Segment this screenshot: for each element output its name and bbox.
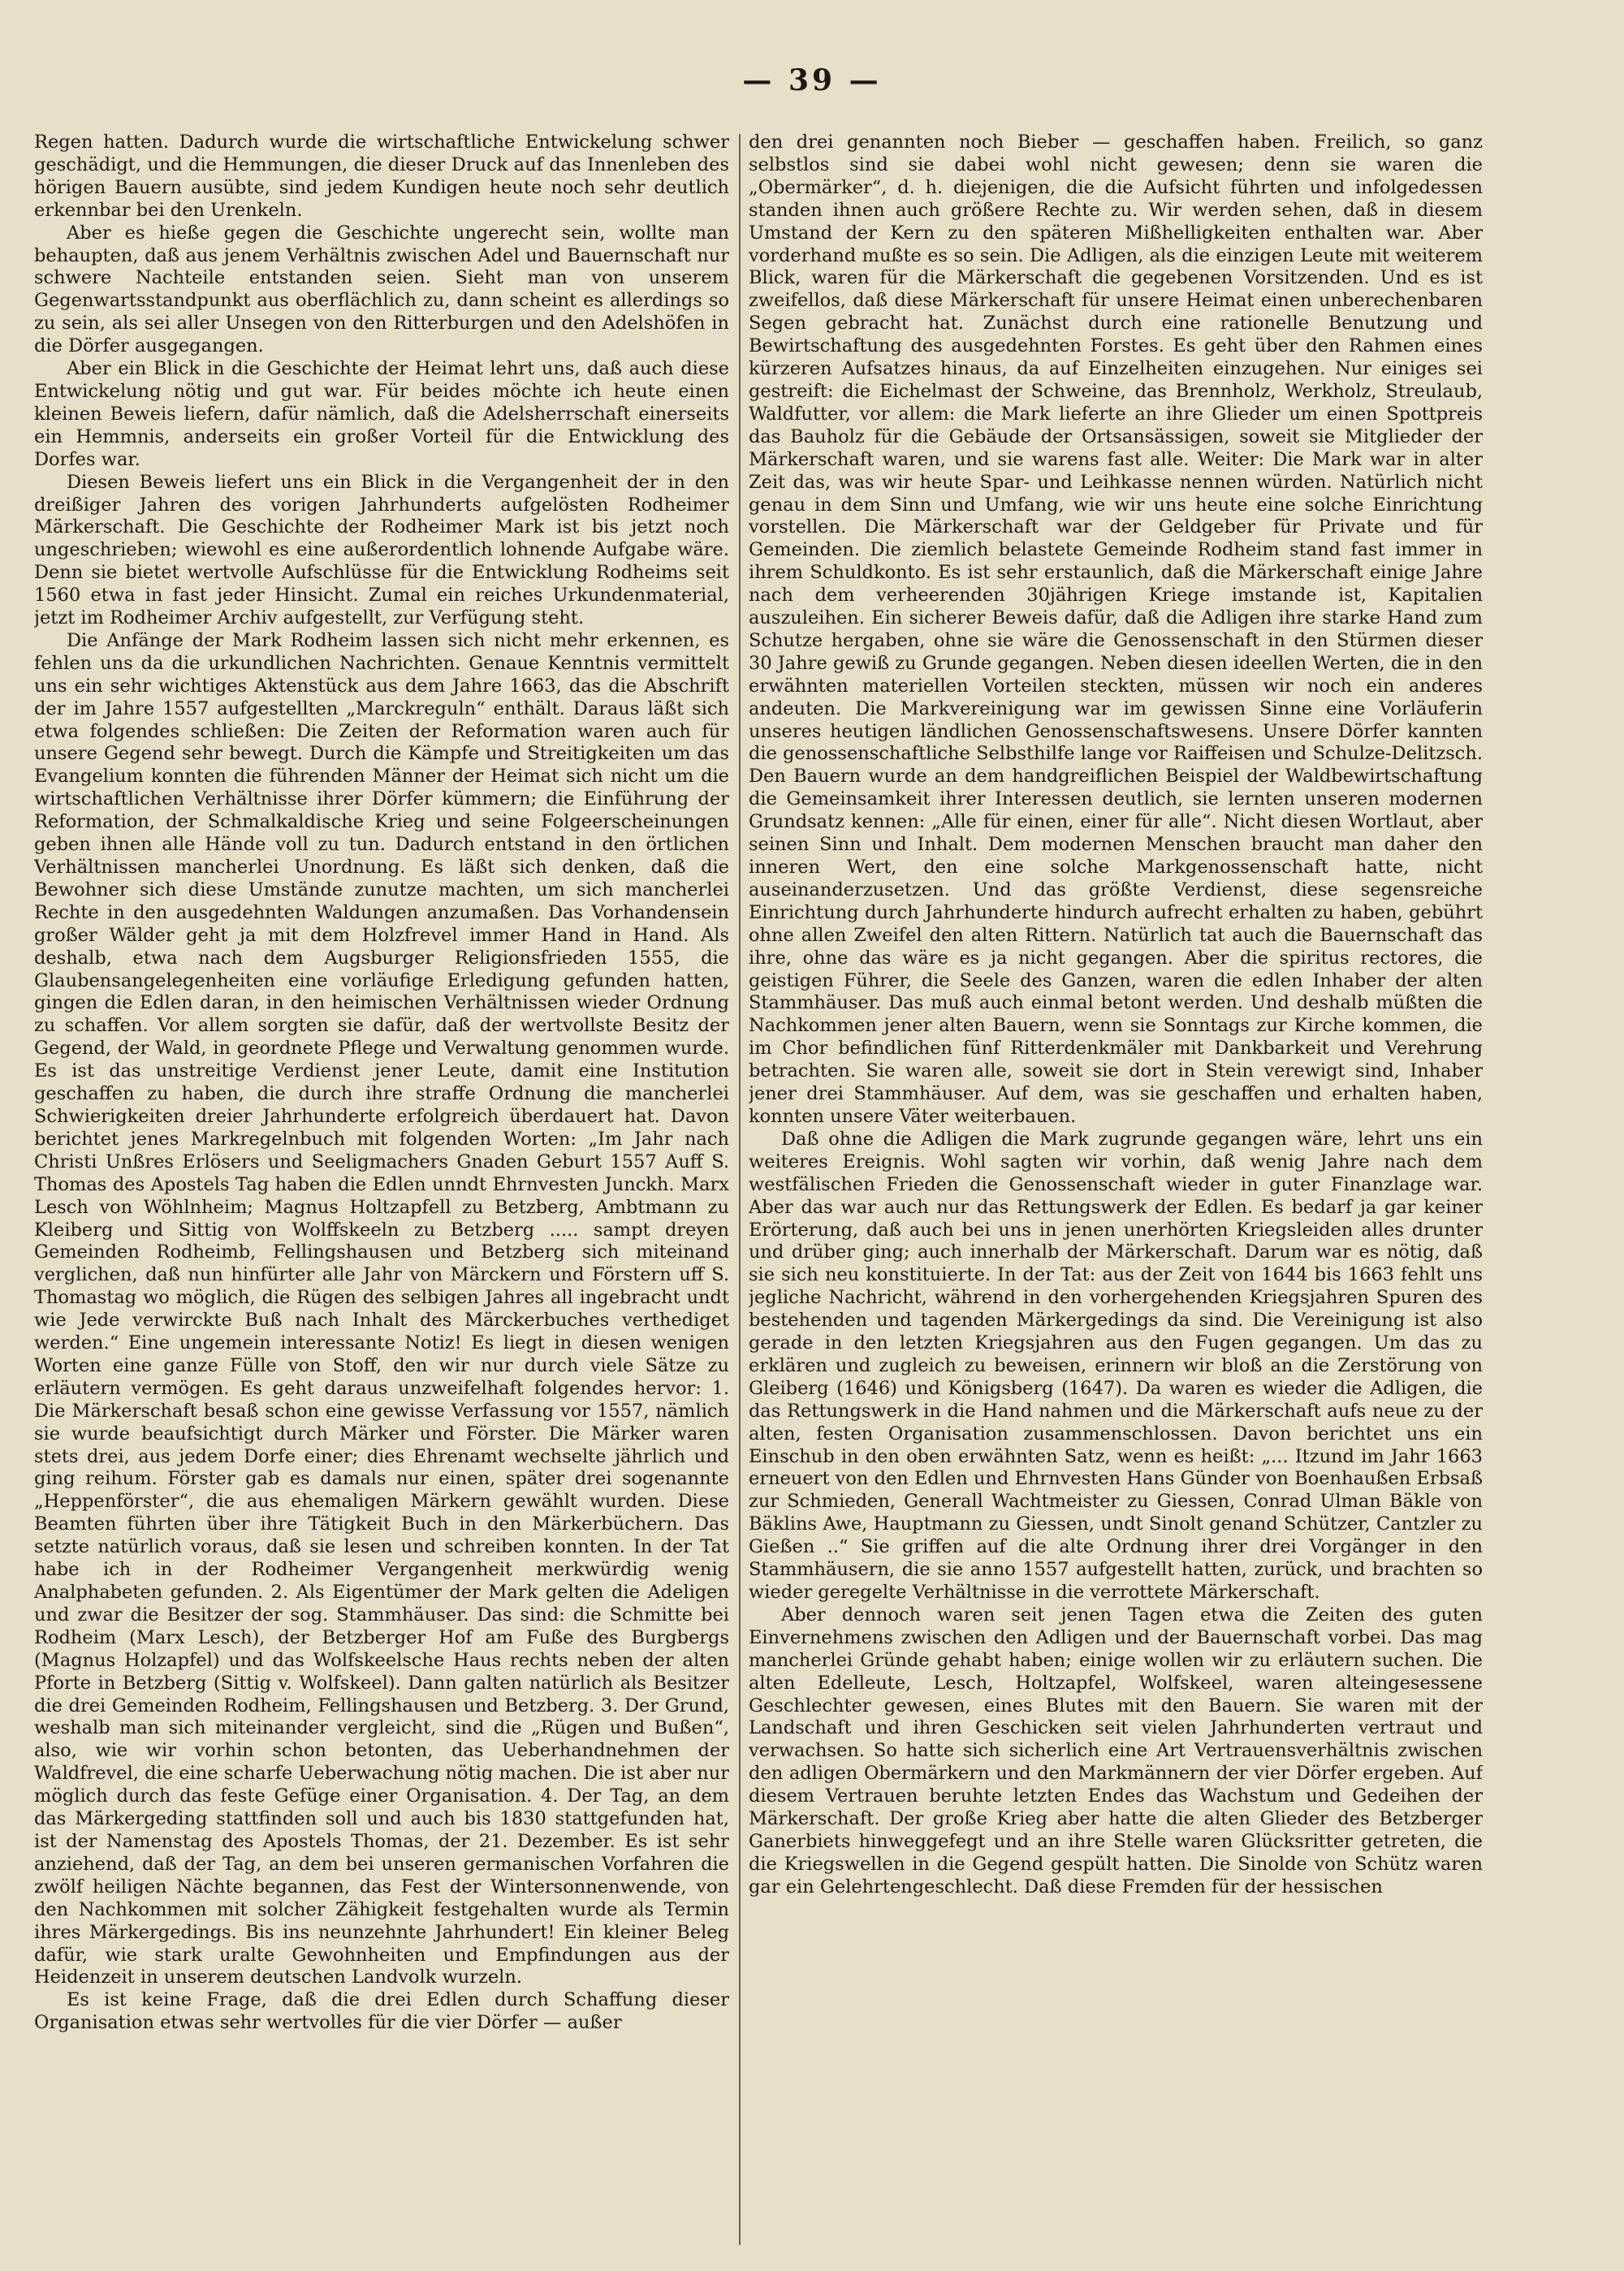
- page-number: — 39 —: [742, 63, 882, 97]
- paragraph: Aber dennoch waren seit jenen Tagen etwa die Zeiten des guten Einvernehmens zwischen den Adligen und der Bauernschaft vorbei. Das mag mancherlei Gründe gehabt haben; einige wollen wir zu erläutern suchen. Die alten Edelleute, Lesch, Holtzapfel, Wolfskeel, waren alteingesessene Geschlechter gewesen, eines Blutes mit den Bauern. Sie waren mit der Landschaft und ihren Geschicken seit vielen Jahrhunderten vertraut und verwachsen. So hatte sich sicherlich eine Art Vertrauensverhältnis zwischen den adligen Obermärkern und den Markmännern der vier Dörfer ergeben. Auf diesem Vertrauen beruhte letzten Endes das Wachstum und Gedeihen der Märkerschaft. Der große Krieg aber hatte die alten Glieder des Betzberger Ganerbiets hinweggefegt und an ihre Stelle waren Glücksritter getreten, die die Kriegswellen in die Gegend gespült hatten. Die Sinolde von Schütz waren gar ein Gelehrtengeschlecht. Daß diese Fremden für der hessischen: [749, 1604, 1483, 1898]
- paragraph: Regen hatten. Dadurch wurde die wirtschaftliche Entwickelung schwer geschädigt, und die Hemmungen, die dieser Druck auf das Innenleben des hörigen Bauern ausübte, sind jedem Kundigen heute noch sehr deutlich erkennbar bei den Urenkeln.: [34, 132, 729, 221]
- paragraph: Diesen Beweis liefert uns ein Blick in die Vergangenheit der in den dreißiger Jahren des vorigen Jahrhunderts aufgelösten Rodheimer Märkerschaft. Die Geschichte der Rodheimer Mark ist bis jetzt noch ungeschrieben; wiewohl es eine außerordentlich lohnende Aufgabe wäre. Denn sie bietet wertvolle Aufschlüsse für die Entwicklung Rodheims seit 1560 etwa in fast jeder Hinsicht. Zumal ein reiches Urkundenmaterial, jetzt im Rodheimer Archiv aufgestellt, zur Verfügung steht.: [34, 471, 729, 629]
- paragraph: Daß ohne die Adligen die Mark zugrunde gegangen wäre, lehrt uns ein weiteres Ereignis. Wohl sagten wir vorhin, daß wenig Jahre nach dem westfälischen Frieden die Genossenschaft wieder in guter Finanzlage war. Aber das war auch nur das Rettungswerk der Edlen. Es bedarf ja gar keiner Erörterung, daß auch bei uns in jenen unerhörten Kriegsleiden alles drunter und drüber ging; auch innerhalb der Märkerschaft. Darum war es nötig, daß sie sich neu konstituierte. In der Tat: aus der Zeit von 1644 bis 1663 fehlt uns jegliche Nachricht, während in den vorhergehenden Kriegsjahren Spuren des bestehenden und tagenden Märkergedings da sind. Die Vereinigung ist also gerade in den letzten Kriegsjahren aus den Fugen gegangen. Um das zu erklären und zugleich zu beweisen, erinnern wir bloß an die Zerstörung von Gleiberg (1646) und Königsberg (1647). Da waren es wieder die Adligen, die das Rettungswerk in die Hand nahmen und die Märkerschaft aufs neue zu der alten, festen Organisation zusammenschlossen. Davon berichtet uns ein Einschub in den oben erwähnten Satz, wenn es heißt: „... Itzund im Jahr 1663 erneuert von den Edlen und Ehrnvesten Hans Günder von Boenhaußen Erbsaß zur Schmieden, Generall Wachtmeister zu Giessen, Conrad Ulman Bäkle von Bäklins Awe, Hauptmann zu Giessen, undt Sinolt genand Schützer, Cantzler zu Gießen ..“ Sie griffen auf die alte Ordnung ihrer drei Vorgänger in den Stammhäusern, die sie anno 1557 aufgestellt hatten, zurück, und brachten so wieder geregelte Verhältnisse in die verrottete Märkerschaft.: [749, 1128, 1483, 1603]
- column-divider: [739, 134, 741, 2245]
- paragraph: den drei genannten noch Bieber — geschaffen haben. Freilich, so ganz selbstlos sind sie dabei wohl nicht gewesen; denn sie waren die „Obermärker“, d. h. diejenigen, die die Aufsicht führten und infolgedessen standen ihnen auch größere Rechte zu. Wir werden sehen, daß in diesem Umstand der Kern zu den späteren Mißhelligkeiten enthalten war. Aber vorderhand mußte es so sein. Die Adligen, als die einzigen Leute mit weiterem Blick, waren für die Märkerschaft die gegebenen Vorsitzenden. Und es ist zweifellos, daß diese Märkerschaft für unsere Heimat einen unberechenbaren Segen gebracht hat. Zunächst durch eine rationelle Benutzung und Bewirtschaftung des ausgedehnten Forstes. Es geht über den Rahmen eines kürzeren Aufsatzes hinaus, da auf Einzelheiten einzugehen. Nur einiges sei gestreift: die Eichelmast der Schweine, das Brennholz, Werkholz, Streulaub, Waldfutter, vor allem: die Mark lieferte an ihre Glieder um einen Spottpreis das Bauholz für die Gebäude der Ortsansässigen, soweit sie Mitglieder der Märkerschaft waren, und sie warens fast alle. Weiter: Die Mark war in alter Zeit das, was wir heute Spar- und Leihkasse nennen würden. Natürlich nicht genau in dem Sinn und Umfang, wie wir uns heute eine solche Einrichtung vorstellen. Die Märkerschaft war der Geldgeber für Private und für Gemeinden. Die ziemlich belastete Gemeinde Rodheim stand fast immer in ihrem Schuldkonto. Es ist sehr erstaunlich, daß die Märkerschaft einige Jahre nach dem verheerenden 30jährigen Kriege imstande ist, Kapitalien auszuleihen. Ein sicherer Beweis dafür, daß die Adligen ihre starke Hand zum Schutze hergaben, ohne sie wäre die Genossenschaft in den Stürmen dieser 30 Jahre gewiß zu Grunde gegangen. Neben diesen ideellen Werten, die in den erwähnten materiellen Vorteilen steckten, müssen wir noch ein anderes andeuten. Die Markvereinigung war im gewissen Sinne eine Vorläuferin unseres heutigen ländlichen Genossenschaftswesens. Unsere Dörfer kannten die genossenschaftliche Selbsthilfe lange vor Raiffeisen und Schulze-Delitzsch. Den Bauern wurde an dem handgreiflichen Beispiel der Waldbewirtschaftung die Gemeinsamkeit ihrer Interessen deutlich, sie lernten unseren modernen Grundsatz kennen: „Alle für einen, einer für alle“. Nicht diesen Wortlaut, aber seinen Sinn und Inhalt. Dem modernen Menschen braucht man daher den inneren Wert, den eine solche Markgenossenschaft hatte, nicht auseinanderzusetzen. Und das größte Verdienst, diese segensreiche Einrichtung durch Jahrhunderte hindurch aufrecht erhalten zu haben, gebührt ohne allen Zweifel den alten Rittern. Natürlich tat auch die Bauernschaft das ihre, ohne das wäre es ja nicht gegangen. Aber die spiritus rectores, die geistigen Führer, die Seele des Ganzen, waren die edlen Inhaber der alten Stammhäuser. Das muß auch einmal betont werden. Und deshalb müßten die Nachkommen jener alten Bauern, wenn sie Sonntags zur Kirche kommen, die im Chor befindlichen fünf Ritterdenkmäler mit Dankbarkeit und Verehrung betrachten. Sie waren alle, soweit sie dort in Stein verewigt sind, Inhaber jener drei Stammhäuser. Auf dem, was sie geschaffen und erhalten haben, konnten unsere Väter weiterbauen.: [749, 132, 1483, 1127]
- paragraph: Die Anfänge der Mark Rodheim lassen sich nicht mehr erkennen, es fehlen uns da die urkundlichen Nachrichten. Genaue Kenntnis vermittelt uns ein sehr wichtiges Aktenstück aus dem Jahre 1663, das die Abschrift der im Jahre 1557 aufgestellten „Marckreguln“ enthält. Daraus läßt sich etwa folgendes schließen: Die Zeiten der Reformation waren auch für unsere Gegend sehr bewegt. Durch die Kämpfe und Streitigkeiten um das Evangelium konnten die führenden Männer der Heimat sich nicht um die wirtschaftlichen Verhältnisse ihrer Dörfer kümmern; die Einführung der Reformation, der Schmalkaldische Krieg und seine Folgeerscheinungen geben ihnen alle Hände voll zu tun. Dadurch entstand in den örtlichen Verhältnissen mancherlei Unordnung. Es läßt sich denken, daß die Bewohner sich diese Umstände zunutze machten, um sich mancherlei Rechte in den ausgedehnten Waldungen anzumaßen. Das Vorhandensein großer Wälder geht ja mit dem Holzfrevel immer Hand in Hand. Als deshalb, etwa nach dem Augsburger Religionsfrieden 1555, die Glaubensangelegenheiten eine vorläufige Erledigung gefunden hatten, gingen die Edlen daran, in den heimischen Verhältnissen wieder Ordnung zu schaffen. Vor allem sorgten sie dafür, daß der wertvollste Besitz der Gegend, der Wald, in geordnete Pflege und Verwaltung genommen wurde. Es ist das unstreitige Verdienst jener Leute, damit eine Institution geschaffen zu haben, die durch ihre straffe Ordnung die mancherlei Schwierigkeiten dreier Jahrhunderte erfolgreich überdauert hat. Davon berichtet jenes Markregelnbuch mit folgenden Worten: „Im Jahr nach Christi Unßres Erlösers und Seeligmachers Gnaden Geburt 1557 Auff S. Thomas des Apostels Tag haben die Edlen unndt Ehrnvesten Junckh. Marx Lesch von Wöhlnheim; Magnus Holtzapfell zu Betzberg, Ambtmann zu Kleiberg und Sittig von Wolffskeeln zu Betzberg ..... sampt dreyen Gemeinden Rodheimb, Fellingshausen und Betzberg sich miteinand verglichen, daß nun hinfürter alle Jahr von Märckern und Förstern uff S. Thomastag wo möglich, die Rügen des selbigen Jahres all ingebracht undt wie Jede verwirckte Buß nach Inhalt des Märckerbuches verthediget werden.“ Eine ungemein interessante Notiz! Es liegt in diesen wenigen Worten eine ganze Fülle von Stoff, den wir nur durch viele Sätze zu erläutern vermögen. Es geht daraus unzweifelhaft folgendes hervor: 1. Die Märkerschaft besaß schon eine gewisse Verfassung vor 1557, nämlich sie wurde beaufsichtigt durch Märker und Förster. Die Märker waren stets drei, aus jedem Dorfe einer; dies Ehrenamt wechselte jährlich und ging reihum. Förster gab es damals nur einen, später drei sogenannte „Heppenförster“, die aus ehemaligen Märkern gewählt wurden. Diese Beamten führten über ihre Tätigkeit Buch in den Märkerbüchern. Das setzte natürlich voraus, daß sie lesen und schreiben konnten. In der Tat habe ich in der Rodheimer Vergangenheit merkwürdig wenig Analphabeten gefunden. 2. Als Eigentümer der Mark gelten die Adeligen und zwar die Besitzer der sog. Stammhäuser. Das sind: die Schmitte bei Rodheim (Marx Lesch), der Betzberger Hof am Fuße des Burgbergs (Magnus Holzapfel) und das Wolfskeelsche Haus rechts neben der alten Pforte in Betzberg (Sittig v. Wolfskeel). Dann galten natürlich als Besitzer die drei Gemeinden Rodheim, Fellingshausen und Betzberg. 3. Der Grund, weshalb man sich miteinander vergleicht, sind die „Rügen und Bußen“, also, wie wir vorhin schon betonten, das Ueberhandnehmen der Waldfrevel, die eine scharfe Ueberwachung nötig machen. Die ist aber nur möglich durch das feste Gefüge einer Organisation. 4. Der Tag, an dem das Märkergeding stattfinden soll und auch bis 1830 stattgefunden hat, ist der Namenstag des Apostels Thomas, der 21. Dezember. Es ist sehr anziehend, daß der Tag, an dem bei unseren germanischen Vorfahren die zwölf heiligen Nächte begannen, das Fest der Wintersonnenwende, von den Nachkommen mit solcher Zähigkeit festgehalten wurde als Termin ihres Märkergedings. Bis ins neunzehnte Jahrhundert! Ein kleiner Beleg dafür, wie stark uralte Gewohnheiten und Empfindungen aus der Heidenzeit in unserem deutschen Landvolk wurzeln.: [34, 629, 729, 1988]
- paragraph: Es ist keine Frage, daß die drei Edlen durch Schaffung dieser Organisation etwas sehr wertvolles für die vier Dörfer — außer: [34, 1989, 729, 2034]
- paragraph: Aber es hieße gegen die Geschichte ungerecht sein, wollte man behaupten, daß aus jenem Verhältnis zwischen Adel und Bauernschaft nur schwere Nachteile entstanden seien. Sieht man von unserem Gegenwartsstandpunkt aus oberflächlich zu, dann scheint es allerdings so zu sein, als sei aller Unsegen von den Ritterburgen und den Adelshöfen in die Dörfer ausgegangen.: [34, 222, 729, 357]
- right-column: [749, 132, 1483, 2251]
- paragraph: Aber ein Blick in die Geschichte der Heimat lehrt uns, daß auch diese Entwickelung nötig und gut war. Für beides möchte ich heute einen kleinen Beweis liefern, dafür nämlich, daß die Adelsherrschaft einerseits ein Hemmnis, anderseits ein großer Vorteil für die Entwicklung des Dorfes war.: [34, 358, 729, 470]
- left-column: [34, 132, 729, 2251]
